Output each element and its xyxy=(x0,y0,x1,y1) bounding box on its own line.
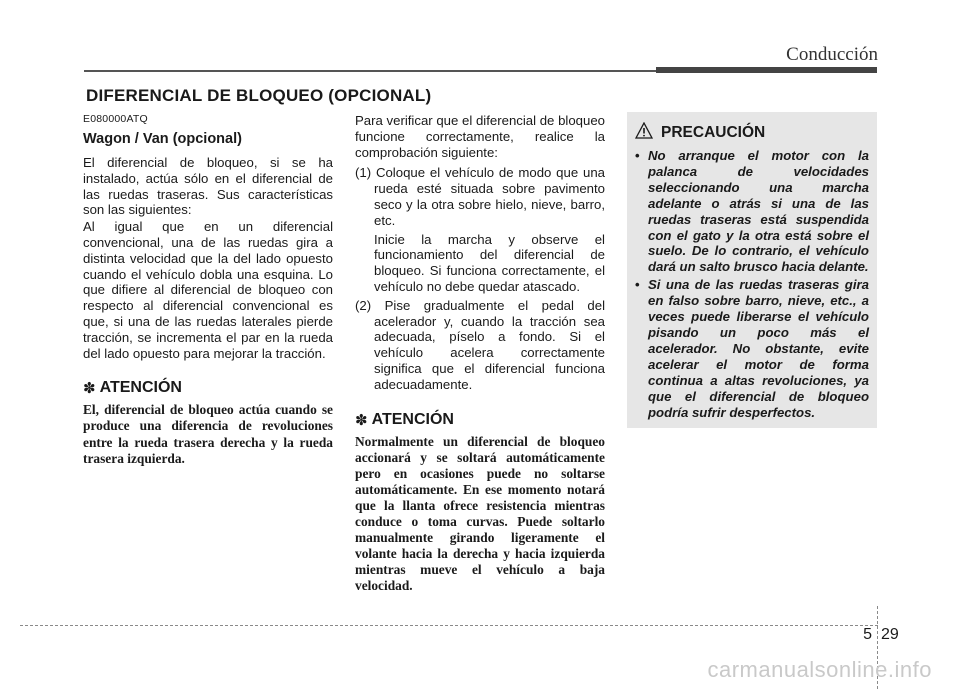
warning-triangle-icon xyxy=(635,122,653,144)
notice-heading xyxy=(83,379,333,397)
footer-rule xyxy=(20,625,878,626)
list-item xyxy=(355,298,605,393)
step-number: (1) xyxy=(355,165,372,181)
notice-heading xyxy=(355,411,605,429)
left-column xyxy=(83,113,333,467)
notice-text: Normalmente un diferencial de bloqueo accionará y se soltará automáticamente pero en ocasiones puede no soltarse automáticamente. En ese momento notará que la llanta ofrece resistencia mientras conduce o toma curvas. Puede soltarlo manualmente girando ligeramente el volante hacia la derecha y hacia izquierda mientras mueve el vehículo a baja velocidad. xyxy=(355,433,605,594)
section-title: DIFERENCIAL DE BLOQUEO (OPCIONAL) xyxy=(86,86,432,105)
middle-column xyxy=(355,113,605,594)
section-code: E080000ATQ xyxy=(83,113,148,125)
asterisk-icon: ✽ xyxy=(83,380,96,398)
caution-text: No arranque el motor con la palanca de velocidades seleccionando una marcha adelante o atrás si una de las ruedas traseras está suspendida con el gato y la otra está sobre el suelo. De lo contrario, el vehículo dará un salto brusco hacia delante. xyxy=(648,148,869,275)
bullet: • xyxy=(635,148,640,163)
step-text: Coloque el vehículo de modo que una rueda esté situada sobre pavimento seco y la otra sobre hielo, nieve, barro, etc. xyxy=(374,165,606,228)
chapter-number: 5 xyxy=(863,626,872,643)
header-rule xyxy=(84,70,656,72)
notice-title: ATENCIÓN xyxy=(99,379,182,397)
asterisk-icon: ✽ xyxy=(355,411,368,429)
steps-list xyxy=(355,165,605,392)
page-number: 29 xyxy=(881,626,899,643)
step-number: (2) xyxy=(355,297,372,313)
caution-heading xyxy=(635,122,869,144)
notice-text: El, diferencial de bloqueo actúa cuando se produce una diferencia de revoluciones entre la rueda trasera derecha y la rueda trasera izquierda. xyxy=(83,402,333,466)
subsection-title: Wagon / Van (opcional) xyxy=(83,131,242,147)
body-paragraph: El diferencial de bloqueo, si se ha instalado, actúa sólo en el diferencial de las ruedas traseras. Sus características son las siguientes: xyxy=(83,155,333,218)
list-item xyxy=(635,277,869,420)
caution-box xyxy=(627,112,877,428)
caution-text: Si una de las ruedas traseras gira en falso sobre barro, nieve, etc., a veces puede liberarse el vehículo pisando un poco más el acelerador. No obstante, evite acelerar el motor de forma continua a altas revoluciones, ya que el diferencial de bloqueo podría sufrir desperfectos. xyxy=(648,277,869,420)
step-continuation: Inicie la marcha y observe el funcionamiento del diferencial de bloqueo. Si funciona correctamente, el vehículo no debe quedar atascado. xyxy=(374,231,605,294)
list-item xyxy=(355,165,605,294)
header-rule-accent xyxy=(656,67,877,73)
watermark: carmanualsonline.info xyxy=(707,657,932,682)
caution-title: PRECAUCIÓN xyxy=(661,124,766,141)
step-text: Pise gradualmente el pedal del acelerador y, cuando la tracción sea adecuada, píselo a fondo. Si el vehículo acelera correctamente significa que el diferencial funciona adecuadamente. xyxy=(374,297,605,392)
list-item xyxy=(635,148,869,275)
notice-title: ATENCIÓN xyxy=(371,410,454,428)
bullet: • xyxy=(635,277,640,293)
body-paragraph: Al igual que en un diferencial convencional, una de las ruedas gira a distinta velocidad que la del lado opuesto cuando el vehículo dobla una esquina. Lo que difiere al diferencial de bloqueo con respecto al diferencial convencional es que, si una de las ruedas laterales pierde tracción, se incrementa el par en la rueda del lado opuesto para mejorar la tracción. xyxy=(83,219,333,361)
intro-paragraph: Para verificar que el diferencial de bloqueo funcione correctamente, realice la comprobación siguiente: xyxy=(355,113,605,160)
caution-list xyxy=(635,148,869,420)
chapter-title: Conducción xyxy=(786,44,878,65)
